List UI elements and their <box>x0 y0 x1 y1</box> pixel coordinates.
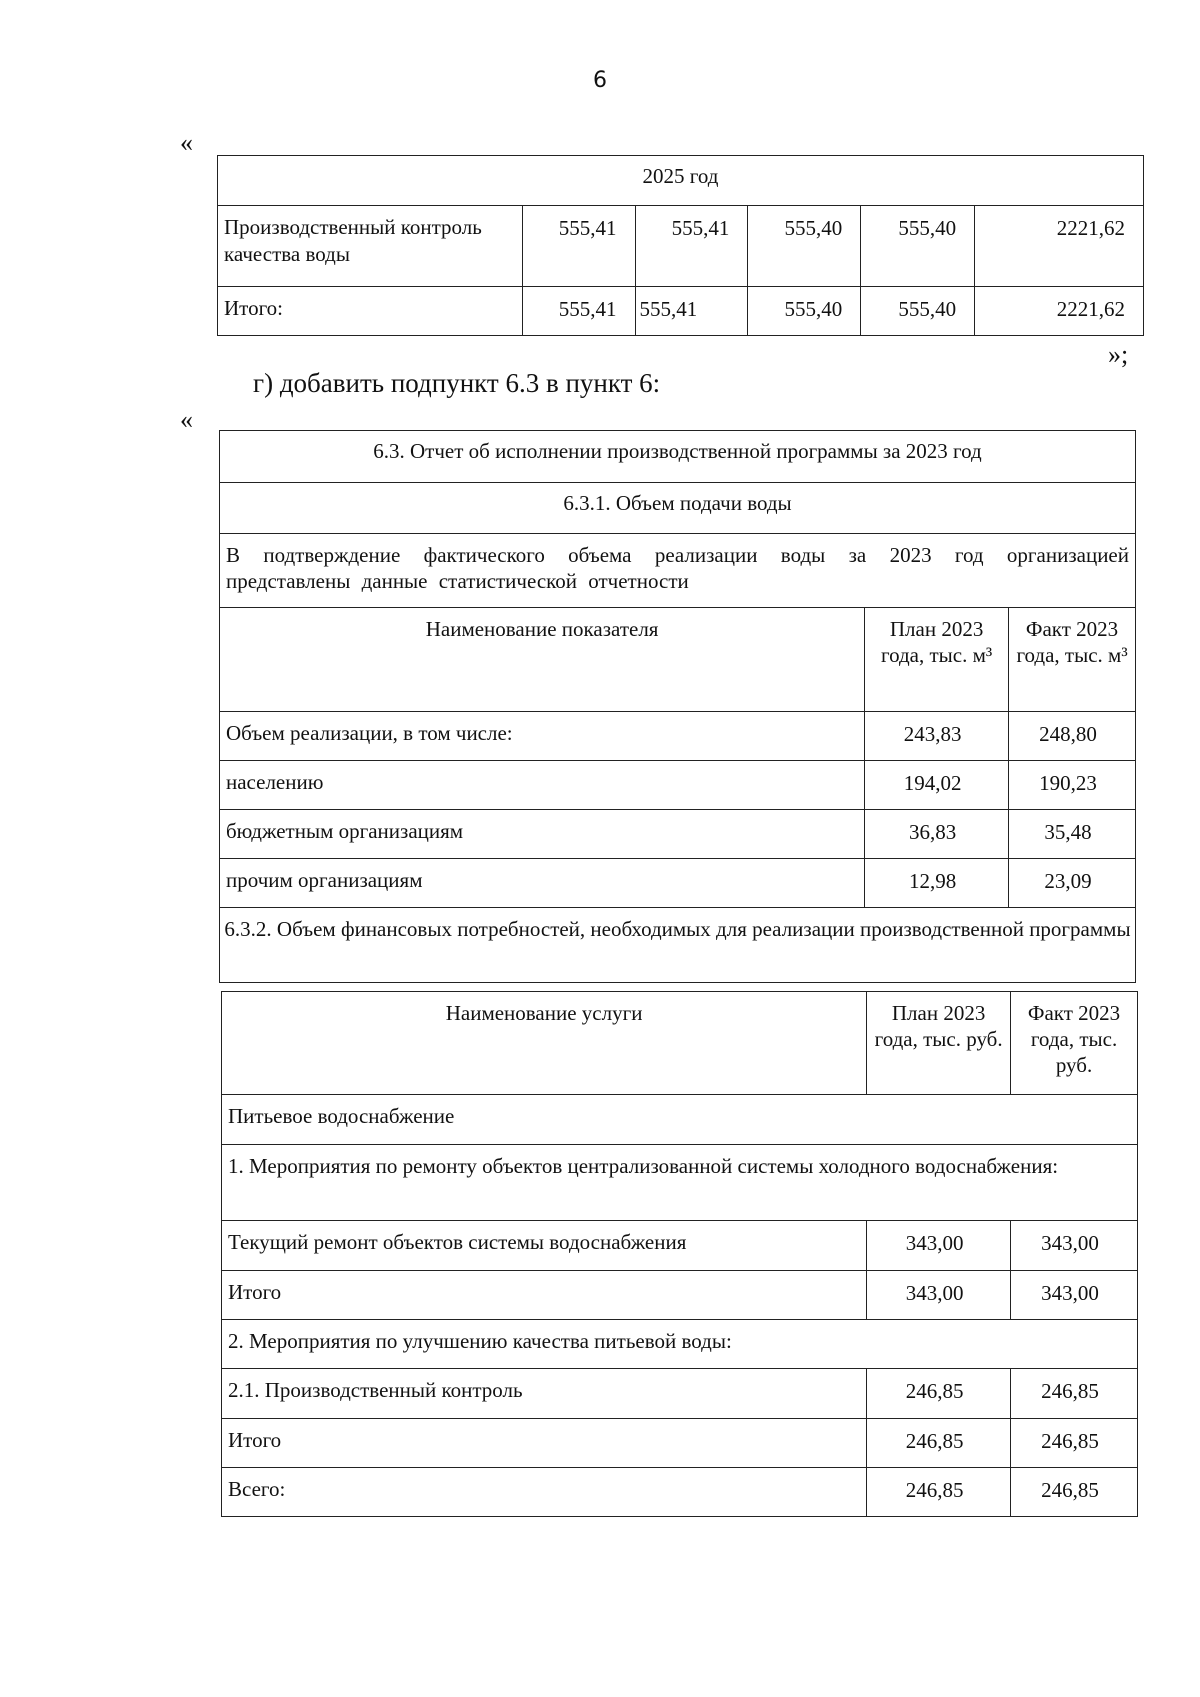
row-label: Итого <box>222 1419 867 1468</box>
report-subtitle: 6.3.1. Объем подачи воды <box>220 483 1136 534</box>
value-cell: 555,41 <box>635 206 748 287</box>
row-label: Объем реализации, в том числе: <box>220 712 865 761</box>
value-cell: 555,40 <box>748 287 861 336</box>
value-cell: 555,40 <box>861 287 975 336</box>
column-header-fact: Факт 2023 года, тыс. м³ <box>1009 608 1136 712</box>
column-header-name: Наименование показателя <box>220 608 865 712</box>
plan-value: 343,00 <box>867 1271 1011 1320</box>
report-note: В подтверждение фактического объема реализации воды за 2023 год организацией представлены данные статистической отчетности <box>220 534 1136 608</box>
page-number: 6 <box>593 68 607 93</box>
fact-value: 343,00 <box>1011 1221 1138 1271</box>
plan-value: 194,02 <box>865 761 1009 810</box>
fact-value: 190,23 <box>1009 761 1136 810</box>
plan-value: 243,83 <box>865 712 1009 761</box>
fact-value: 246,85 <box>1011 1369 1138 1419</box>
plan-value: 246,85 <box>867 1468 1011 1517</box>
plan-value: 12,98 <box>865 859 1009 908</box>
column-header-name: Наименование услуги <box>222 992 867 1095</box>
value-cell: 555,41 <box>522 287 635 336</box>
total-cell: 2221,62 <box>975 206 1144 287</box>
row-label: Производственный контроль качества воды <box>218 206 523 287</box>
table-row <box>222 1271 1138 1320</box>
opening-quote: « <box>180 405 193 434</box>
row-label: Текущий ремонт объектов системы водоснабжения <box>222 1221 867 1271</box>
table-row <box>220 810 1136 859</box>
section-heading: Питьевое водоснабжение <box>222 1095 1138 1145</box>
table-2025-title: 2025 год <box>218 156 1144 206</box>
table-header-row <box>220 608 1136 712</box>
table-row <box>220 859 1136 908</box>
report-volume-table <box>219 430 1136 983</box>
table-row <box>222 1419 1138 1468</box>
group-heading: 1. Мероприятия по ремонту объектов централизованной системы холодного водоснабжения: <box>222 1145 1138 1221</box>
table-header-row <box>222 992 1138 1095</box>
fact-value: 35,48 <box>1009 810 1136 859</box>
table-row <box>222 1221 1138 1271</box>
value-cell: 555,41 <box>522 206 635 287</box>
plan-value: 343,00 <box>867 1221 1011 1271</box>
row-label: бюджетным организациям <box>220 810 865 859</box>
value-cell: 555,41 <box>635 287 748 336</box>
value-cell: 555,40 <box>861 206 975 287</box>
table-row <box>218 206 1144 287</box>
finance-table <box>221 991 1138 1517</box>
table-2025 <box>217 155 1144 336</box>
plan-value: 246,85 <box>867 1419 1011 1468</box>
row-label: прочим организациям <box>220 859 865 908</box>
closing-quote: »; <box>1108 340 1129 369</box>
table-row <box>220 761 1136 810</box>
fact-value: 23,09 <box>1009 859 1136 908</box>
row-label: населению <box>220 761 865 810</box>
total-cell: 2221,62 <box>975 287 1144 336</box>
fact-value: 248,80 <box>1009 712 1136 761</box>
instruction-text: г) добавить подпункт 6.3 в пункт 6: <box>253 368 661 398</box>
opening-quote: « <box>180 128 193 157</box>
row-label: Итого <box>222 1271 867 1320</box>
table-row <box>222 1369 1138 1419</box>
plan-value: 246,85 <box>867 1369 1011 1419</box>
value-cell: 555,40 <box>748 206 861 287</box>
group-heading: 2. Мероприятия по улучшению качества питьевой воды: <box>222 1320 1138 1369</box>
column-header-plan: План 2023 года, тыс. руб. <box>867 992 1011 1095</box>
fact-value: 246,85 <box>1011 1468 1138 1517</box>
column-header-plan: План 2023 года, тыс. м³ <box>865 608 1009 712</box>
plan-value: 36,83 <box>865 810 1009 859</box>
table-row <box>218 287 1144 336</box>
finance-title: 6.3.2. Объем финансовых потребностей, необходимых для реализации производственной программы <box>220 908 1136 983</box>
table-row <box>222 1468 1138 1517</box>
fact-value: 343,00 <box>1011 1271 1138 1320</box>
fact-value: 246,85 <box>1011 1419 1138 1468</box>
row-label: Итого: <box>218 287 523 336</box>
column-header-fact: Факт 2023 года, тыс. руб. <box>1011 992 1138 1095</box>
row-label: 2.1. Производственный контроль <box>222 1369 867 1419</box>
table-row <box>220 712 1136 761</box>
report-title: 6.3. Отчет об исполнении производственной программы за 2023 год <box>220 431 1136 483</box>
row-label: Всего: <box>222 1468 867 1517</box>
